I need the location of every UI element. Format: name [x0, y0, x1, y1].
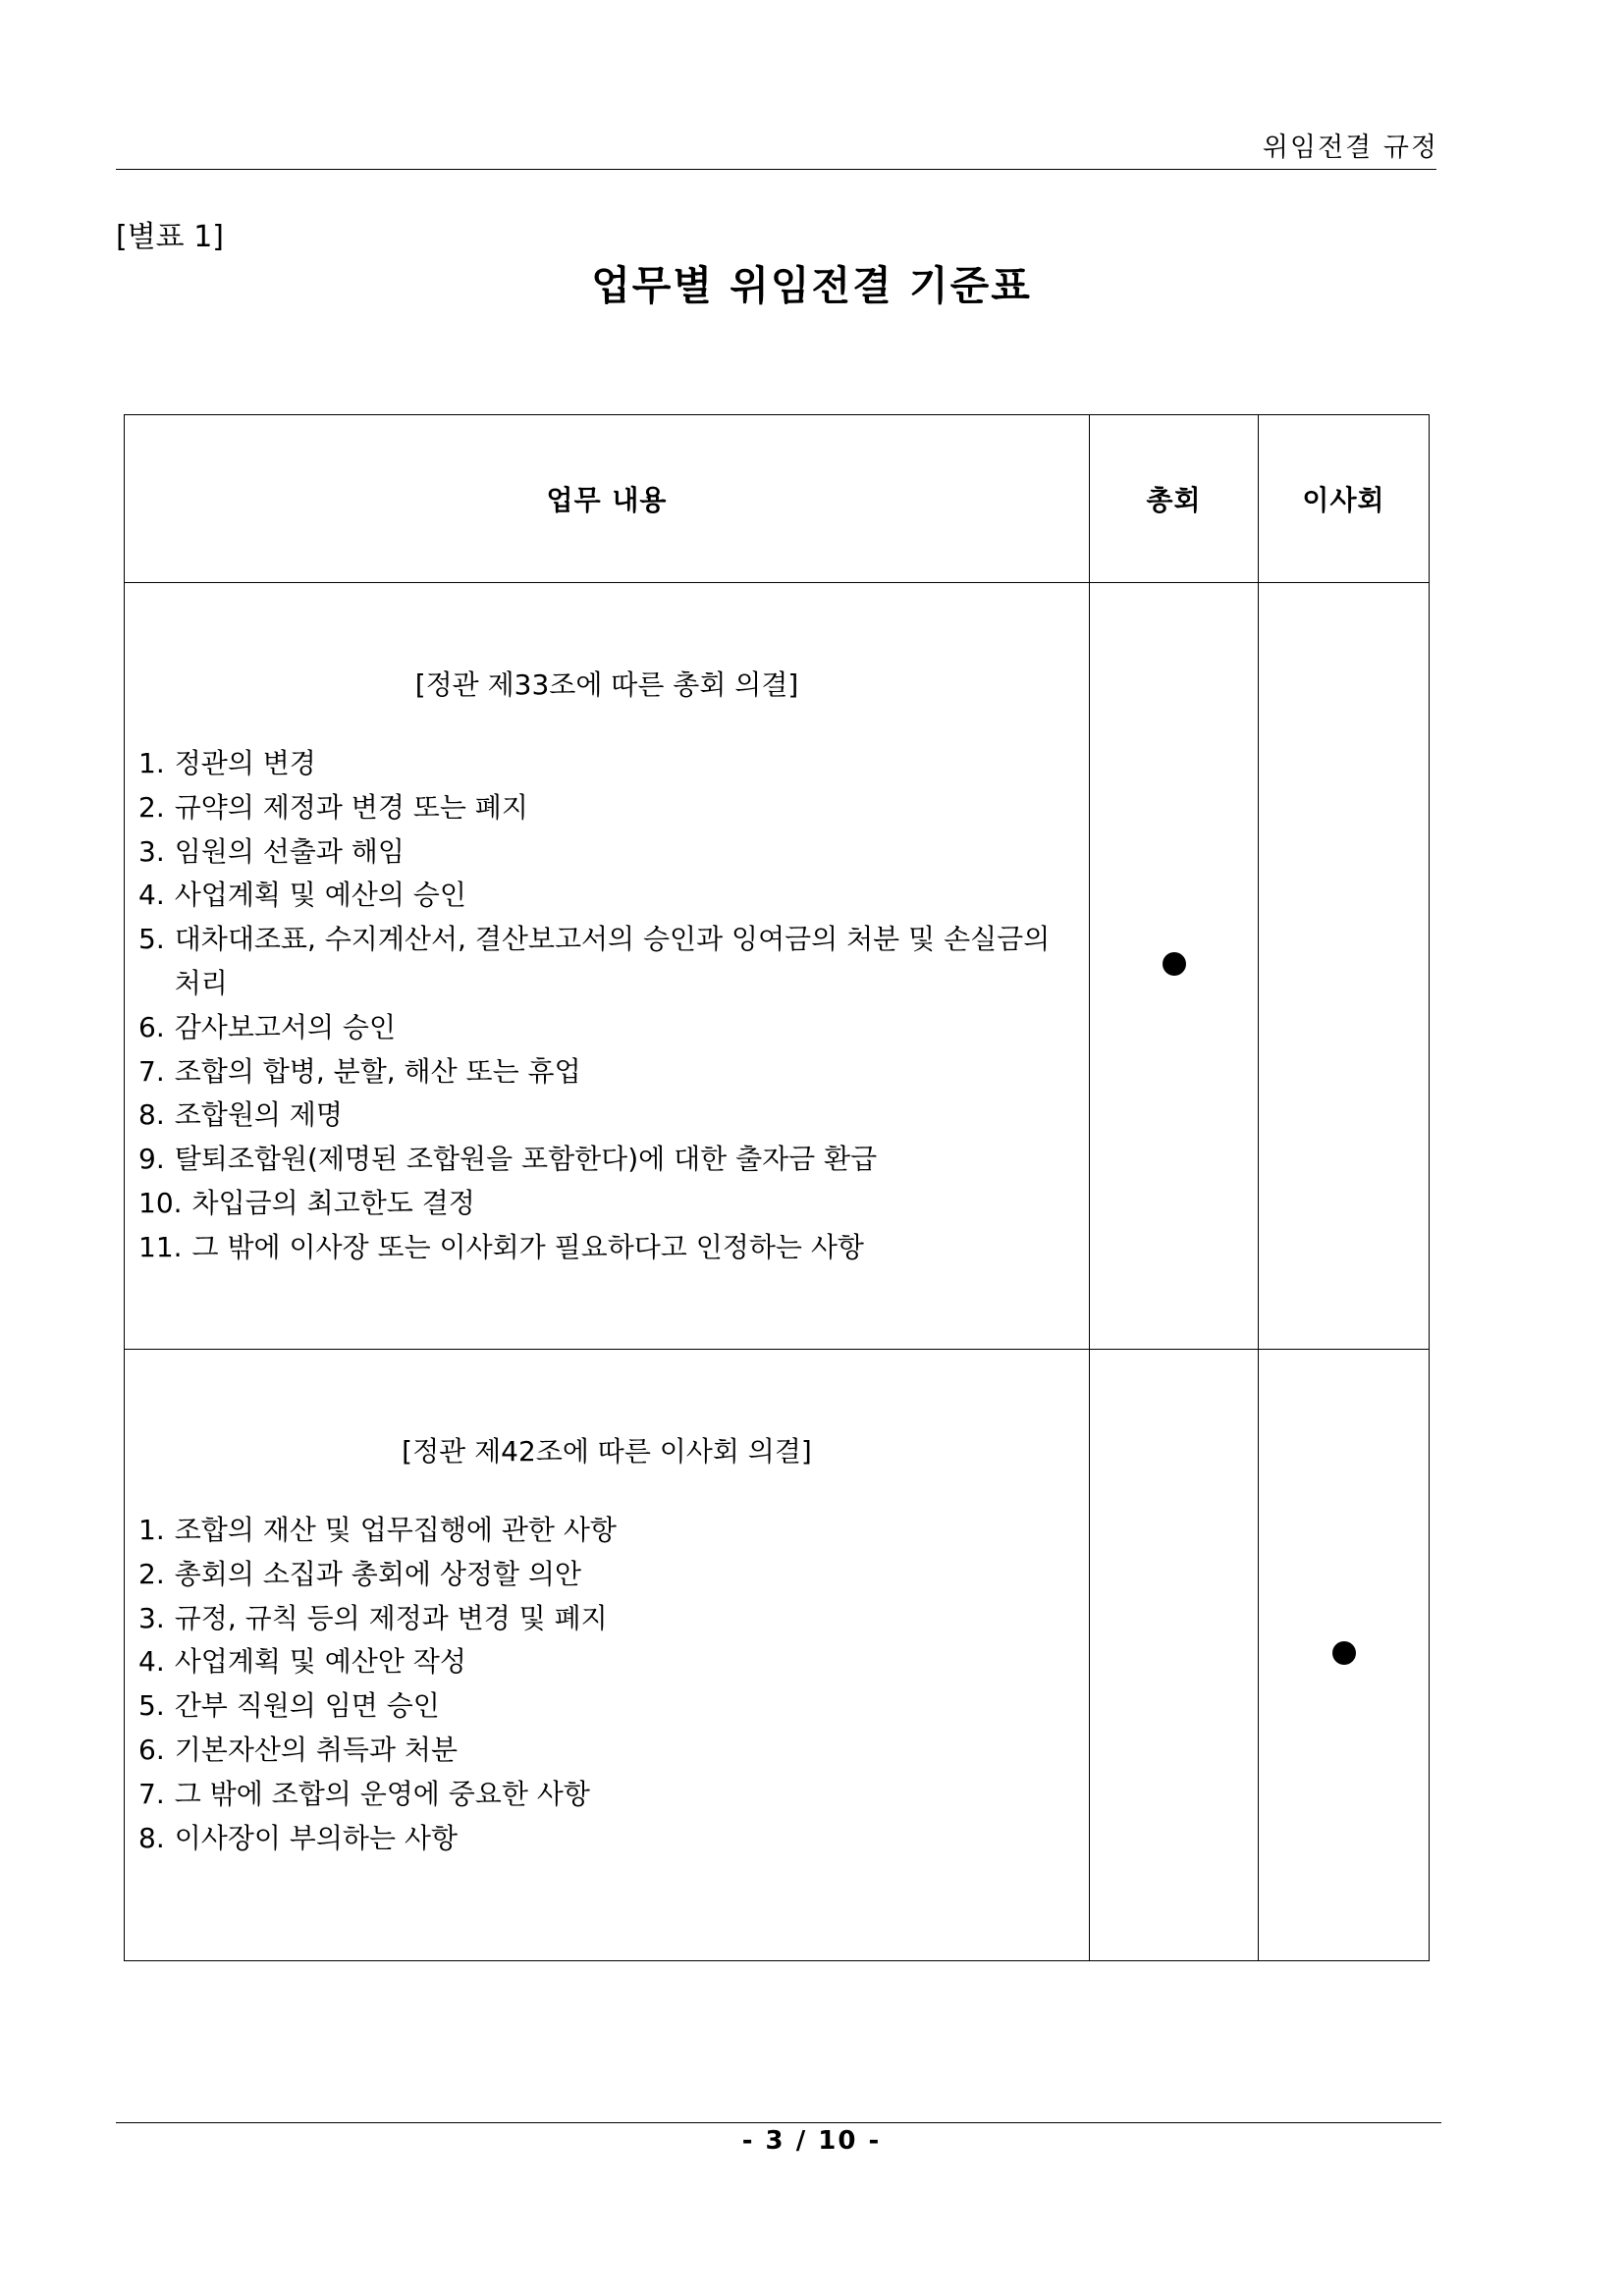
item-text: 사업계획 및 예산의 승인	[174, 879, 466, 912]
item-text: 이사장이 부의하는 사항	[174, 1821, 459, 1854]
item-number: 4.	[138, 1645, 165, 1679]
list-item	[138, 1817, 1075, 1861]
general-assembly-mark-cell	[1090, 1350, 1259, 1961]
list-item	[138, 1597, 1075, 1641]
list-item	[138, 1684, 1075, 1729]
column-header-board: 이사회	[1259, 415, 1430, 583]
table-row-board	[125, 1350, 1430, 1961]
list-item	[138, 1509, 1075, 1553]
filled-circle-icon	[1163, 952, 1186, 976]
list-item	[138, 786, 1075, 830]
item-list	[138, 742, 1075, 1270]
item-number: 7.	[138, 1054, 165, 1088]
appendix-label: [별표 1]	[116, 220, 224, 254]
list-item	[138, 1050, 1075, 1095]
item-number: 3.	[138, 1601, 165, 1634]
table-row-general-assembly	[125, 583, 1430, 1350]
item-text: 정관의 변경	[174, 747, 316, 779]
item-number: 2.	[138, 790, 165, 824]
header-divider	[116, 169, 1436, 170]
delegation-standard-table	[124, 414, 1430, 1961]
item-text: 기본자산의 취득과 처분	[174, 1733, 459, 1766]
list-item	[138, 830, 1075, 875]
content-cell	[125, 583, 1090, 1350]
footer-divider	[116, 2122, 1441, 2123]
item-number: 2.	[138, 1557, 165, 1590]
list-item	[138, 1094, 1075, 1138]
board-mark-cell	[1259, 583, 1430, 1350]
item-text: 조합의 합병, 분할, 해산 또는 휴업	[174, 1054, 581, 1088]
page-number: - 3 / 10 -	[741, 2126, 882, 2156]
item-number: 8.	[138, 1098, 165, 1132]
section-title: [정관 제33조에 따른 총회 의결]	[414, 668, 799, 701]
table-header-row	[125, 415, 1430, 583]
item-text: 그 밖에 조합의 운영에 중요한 사항	[174, 1777, 590, 1810]
filled-circle-icon	[1332, 1641, 1356, 1665]
item-number: 10.	[138, 1186, 183, 1219]
list-item	[138, 1640, 1075, 1684]
item-number: 6.	[138, 1010, 165, 1043]
item-text: 차입금의 최고한도 결정	[191, 1186, 475, 1219]
item-text: 사업계획 및 예산안 작성	[174, 1645, 466, 1679]
item-number: 9.	[138, 1143, 165, 1176]
item-text: 감사보고서의 승인	[174, 1010, 397, 1043]
list-item	[138, 1006, 1075, 1050]
general-assembly-mark-cell	[1090, 583, 1259, 1350]
item-text: 조합의 재산 및 업무집행에 관한 사항	[174, 1514, 617, 1546]
list-item	[138, 1182, 1075, 1226]
item-number: 4.	[138, 879, 165, 912]
document-title: 업무별 위임전결 기준표	[591, 262, 1032, 309]
list-item	[138, 918, 1075, 1006]
item-number: 5.	[138, 1689, 165, 1723]
list-item	[138, 742, 1075, 786]
item-number: 7.	[138, 1777, 165, 1810]
item-text: 총회의 소집과 총회에 상정할 의안	[174, 1557, 581, 1590]
section-title: [정관 제42조에 따른 이사회 의결]	[402, 1435, 812, 1468]
item-text: 규정, 규칙 등의 제정과 변경 및 폐지	[174, 1601, 608, 1634]
item-number: 6.	[138, 1733, 165, 1766]
item-text: 간부 직원의 임면 승인	[174, 1689, 440, 1723]
list-item	[138, 874, 1075, 918]
board-mark-cell	[1259, 1350, 1430, 1961]
item-list	[138, 1509, 1075, 1860]
column-header-content: 업무 내용	[125, 415, 1090, 583]
item-number: 11.	[138, 1230, 183, 1263]
item-number: 1.	[138, 747, 165, 779]
list-item	[138, 1553, 1075, 1597]
item-number: 3.	[138, 834, 165, 868]
content-cell	[125, 1350, 1090, 1961]
list-item	[138, 1773, 1075, 1817]
item-text: 탈퇴조합원(제명된 조합원을 포함한다)에 대한 출자금 환급	[174, 1143, 878, 1176]
item-number: 1.	[138, 1514, 165, 1546]
list-item	[138, 1729, 1075, 1773]
item-number: 5.	[138, 923, 165, 956]
item-text: 조합원의 제명	[174, 1098, 343, 1132]
list-item	[138, 1226, 1075, 1270]
list-item	[138, 1138, 1075, 1182]
running-header-title: 위임전결 규정	[1262, 133, 1438, 163]
item-text: 대차대조표, 수지계산서, 결산보고서의 승인과 잉여금의 처분 및 손실금의 처리	[174, 923, 1051, 999]
column-header-general-assembly: 총회	[1090, 415, 1259, 583]
item-text: 임원의 선출과 해임	[174, 834, 405, 868]
item-number: 8.	[138, 1821, 165, 1854]
item-text: 그 밖에 이사장 또는 이사회가 필요하다고 인정하는 사항	[191, 1230, 864, 1263]
item-text: 규약의 제정과 변경 또는 폐지	[174, 790, 528, 824]
